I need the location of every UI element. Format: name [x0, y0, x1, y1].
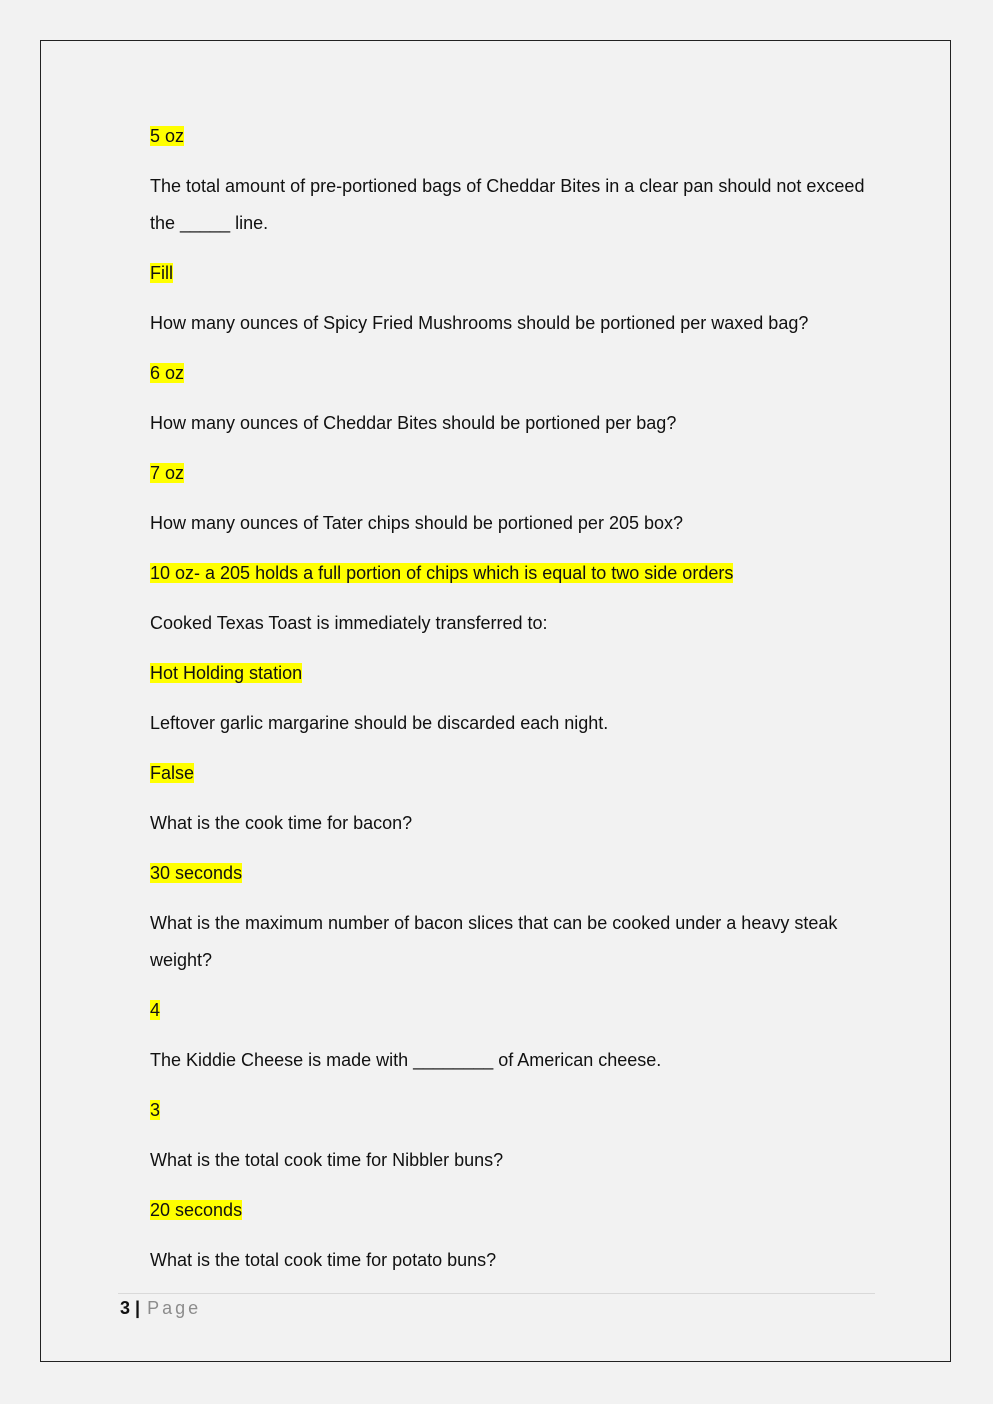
answer-text: 5 oz	[150, 126, 185, 146]
answer-text: 20 seconds	[150, 1200, 243, 1220]
page-footer	[120, 1296, 201, 1320]
question-text: Cooked Texas Toast is immediately transferred to:	[150, 613, 548, 633]
footer-separator: |	[135, 1298, 141, 1318]
answer-text: False	[150, 763, 195, 783]
page-label: Page	[147, 1298, 202, 1318]
answer-text: 6 oz	[150, 363, 185, 383]
answer-text: Fill	[150, 263, 173, 283]
footer-divider	[118, 1293, 875, 1294]
answer-text: 7 oz	[150, 463, 185, 483]
answer-text: 3	[150, 1100, 161, 1120]
question-text: The total amount of pre-portioned bags of Cheddar Bites in a clear pan should not exceed the _____ line.	[150, 176, 865, 233]
question-text: How many ounces of Tater chips should be portioned per 205 box?	[150, 513, 684, 533]
answer-text: 30 seconds	[150, 863, 243, 883]
answer-text: 10 oz- a 205 holds a full portion of chips which is equal to two side orders	[150, 563, 734, 583]
question-text: The Kiddie Cheese is made with ________ of American cheese.	[150, 1050, 662, 1070]
question-text: What is the total cook time for Nibbler buns?	[150, 1150, 504, 1170]
question-text: What is the maximum number of bacon slices that can be cooked under a heavy steak weight?	[150, 913, 838, 970]
page-number: 3	[120, 1298, 131, 1318]
question-text: What is the cook time for bacon?	[150, 813, 413, 833]
answer-text: Hot Holding station	[150, 663, 303, 683]
document-body	[150, 118, 870, 1292]
question-text: What is the total cook time for potato buns?	[150, 1250, 497, 1270]
question-text: Leftover garlic margarine should be discarded each night.	[150, 713, 609, 733]
question-text: How many ounces of Spicy Fried Mushrooms should be portioned per waxed bag?	[150, 313, 809, 333]
question-text: How many ounces of Cheddar Bites should be portioned per bag?	[150, 413, 677, 433]
answer-text: 4	[150, 1000, 161, 1020]
